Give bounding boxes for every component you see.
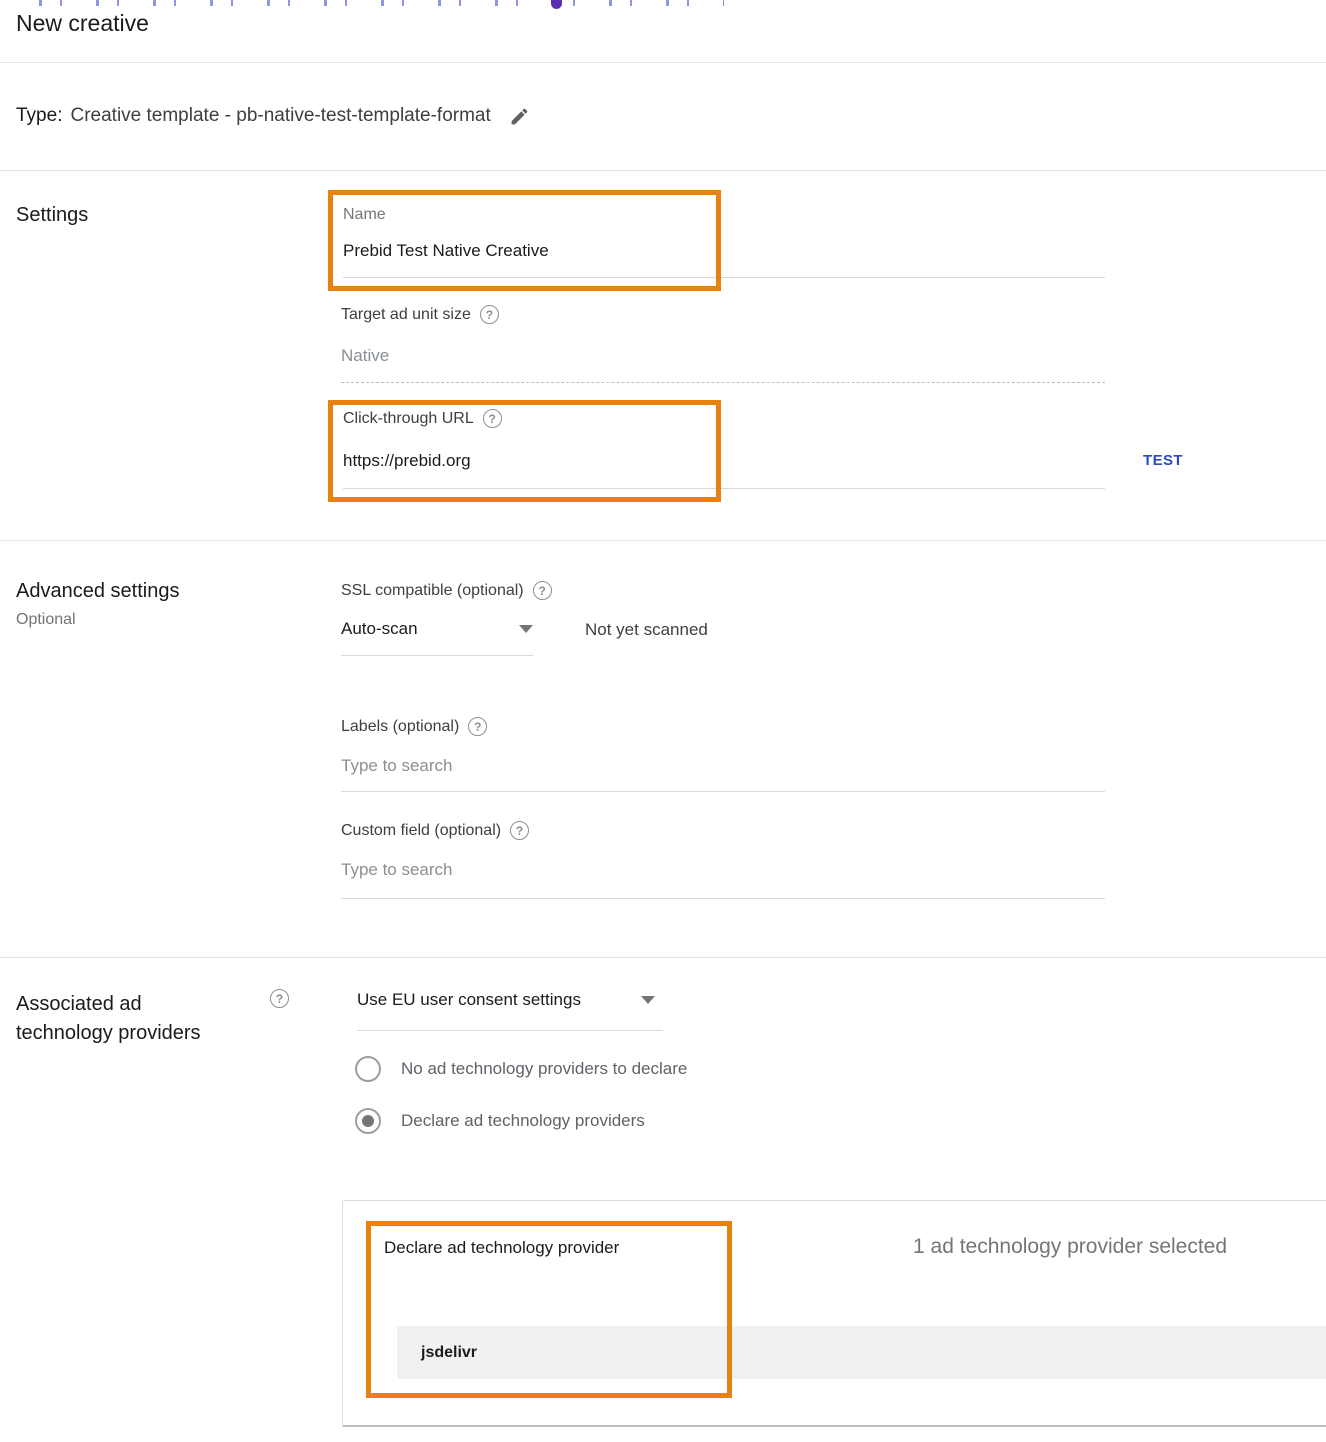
target-ad-unit-size-value: Native [341, 346, 390, 365]
advanced-settings-heading: Advanced settings [16, 580, 180, 602]
ssl-compatible-value: Auto-scan [341, 619, 418, 638]
eu-consent-value: Use EU user consent settings [357, 990, 581, 1009]
radio-no-providers-label: No ad technology providers to declare [401, 1059, 688, 1078]
type-value: Creative template - pb-native-test-template-format [70, 105, 491, 126]
provider-row-jsdelivr[interactable] [397, 1326, 1326, 1379]
radio-declare-providers-label: Declare ad technology providers [401, 1111, 645, 1130]
divider [0, 957, 1326, 958]
click-through-url-label: Click-through URL [343, 409, 474, 427]
radio-declare-providers[interactable] [355, 1108, 645, 1134]
divider [0, 62, 1326, 63]
divider [0, 540, 1326, 541]
test-url-button[interactable]: TEST [1143, 452, 1183, 469]
ssl-compatible-label: SSL compatible (optional) [341, 581, 524, 599]
providers-selected-count: 1 ad technology provider selected [913, 1235, 1228, 1258]
breadcrumb-visited-link-fragment[interactable] [551, 0, 562, 9]
dropdown-arrow-icon [519, 625, 533, 633]
eu-consent-underline [357, 1030, 663, 1031]
help-icon[interactable] [468, 717, 487, 736]
custom-field-row [341, 821, 529, 840]
ssl-compatible-select[interactable] [341, 619, 533, 639]
radio-unselected-icon [355, 1056, 381, 1082]
help-icon[interactable] [533, 581, 552, 600]
providers-card-title: Declare ad technology provider [384, 1238, 620, 1257]
advanced-settings-subheading: Optional [16, 611, 76, 628]
custom-field-label: Custom field (optional) [341, 821, 502, 839]
creative-type-row [16, 105, 530, 127]
target-ad-unit-size-row [341, 305, 499, 324]
ssl-compatible-underline [341, 655, 533, 656]
help-icon[interactable] [480, 305, 499, 324]
labels-underline [341, 791, 1105, 792]
custom-field-search-input[interactable]: Type to search [341, 860, 453, 879]
ssl-compatible-row [341, 581, 552, 600]
labels-row [341, 717, 487, 736]
edit-pencil-icon[interactable] [509, 106, 530, 127]
labels-label: Labels (optional) [341, 717, 460, 735]
help-icon[interactable] [510, 821, 529, 840]
radio-selected-icon [355, 1108, 381, 1134]
target-ad-unit-size-underline [341, 382, 1105, 383]
target-ad-unit-size-label: Target ad unit size [341, 305, 471, 323]
ssl-scan-status: Not yet scanned [585, 620, 708, 639]
labels-search-input[interactable]: Type to search [341, 756, 453, 775]
eu-consent-select[interactable] [357, 990, 655, 1010]
breadcrumb[interactable] [24, 0, 724, 6]
providers-card [342, 1200, 1326, 1427]
click-through-url-underline [343, 488, 1105, 489]
help-icon[interactable] [483, 409, 502, 428]
page-title: New creative [16, 10, 149, 36]
settings-heading: Settings [16, 204, 89, 226]
name-input-underline [343, 277, 1105, 278]
name-input[interactable]: Prebid Test Native Creative [343, 241, 549, 260]
radio-no-providers[interactable] [355, 1056, 687, 1082]
dropdown-arrow-icon [641, 996, 655, 1004]
ad-tech-providers-heading: Associated ad technology providers [16, 993, 201, 1044]
help-icon[interactable] [270, 989, 289, 1008]
name-field-label: Name [343, 206, 386, 223]
divider [0, 170, 1326, 171]
click-through-url-input[interactable]: https://prebid.org [343, 451, 471, 470]
provider-name: jsdelivr [421, 1343, 478, 1361]
custom-field-underline [341, 898, 1105, 899]
click-through-url-row [343, 409, 502, 428]
type-label: Type: [16, 105, 63, 126]
